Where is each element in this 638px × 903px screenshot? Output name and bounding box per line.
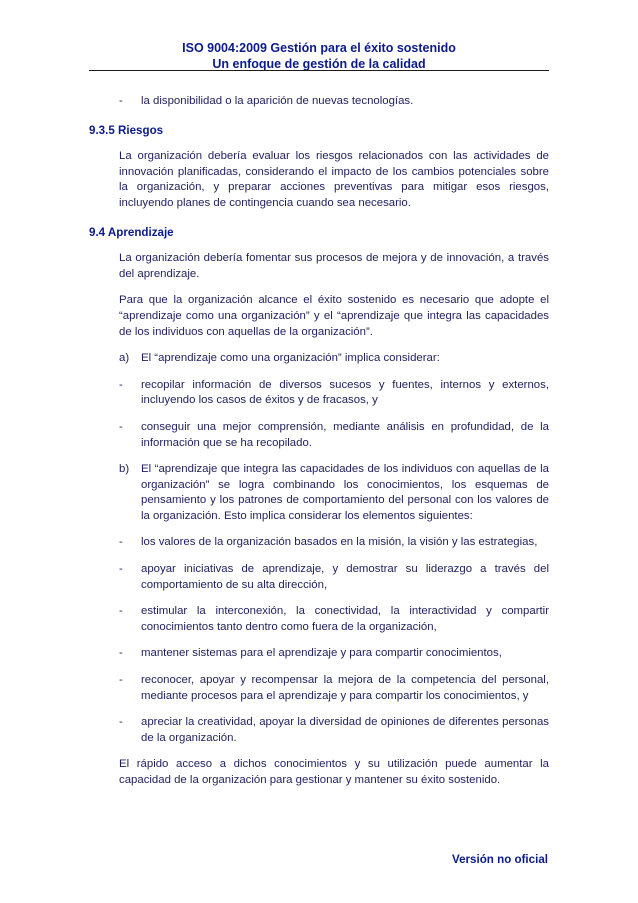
section-paragraph: La organización debería fomentar sus procesos de mejora y de innovación, a través del aprendizaje.: [119, 252, 549, 280]
list-item-text: los valores de la organización basados en la misión, la visión y las estrategias,: [141, 536, 538, 549]
section-paragraph: Para que la organización alcance el éxito sostenido es necesario que adopte el “aprendizaje como una organización” y el “aprendizaje que integra las capacidades de los individuos con aquellas de la organización”.: [119, 294, 549, 338]
list-item-a: [119, 351, 549, 367]
closing-paragraph: El rápido acceso a dichos conocimientos y su utilización puede aumentar la capacidad de la organización para gestionar y mantener su éxito sostenido.: [119, 758, 549, 786]
list-item-text: conseguir una mejor comprensión, mediante análisis en profundidad, de la información que se ha recopilado.: [141, 420, 549, 449]
list-marker: -: [119, 420, 123, 433]
list-marker: -: [119, 647, 123, 660]
list-item-text: reconocer, apoyar y recompensar la mejora de la competencia del personal, mediante procesos para el aprendizaje y para compartir los conocimientos, y: [141, 674, 549, 702]
list-marker: -: [119, 605, 123, 618]
section-heading-9-3-5: 9.3.5 Riesgos: [89, 123, 164, 137]
list-item-text: apreciar la creatividad, apoyar la diversidad de opiniones de diferentes personas de la organización.: [141, 716, 549, 744]
list-marker: -: [119, 674, 123, 687]
document-title: ISO 9004:2009 Gestión para el éxito sostenido: [182, 41, 456, 55]
list-marker: -: [119, 95, 123, 107]
list-item-b: [119, 462, 549, 524]
document-body: [89, 94, 549, 789]
list-item-text: recopilar información de diversos sucesos y fuentes, internos y externos, incluyendo los casos de éxitos y de fracasos, y: [141, 378, 549, 407]
list-item-text: El “aprendizaje como una organización” implica considerar:: [141, 352, 440, 365]
section-paragraph: La organización debería evaluar los riesgos relacionados con las actividades de innovación planificadas, considerando el impacto de los cambios potenciales sobre la organización, y preparar acciones preventivas para mitigar esos riesgos, incluyendo planes de contingencia cuando sea necesario.: [119, 150, 549, 209]
list-marker: a): [119, 352, 130, 365]
list-item-text: El “aprendizaje que integra las capacidades de los individuos con aquellas de la organización” se logra combinando los conocimientos, los esquemas de pensamiento y los patrones de comportamiento del personal con los valores de la organización. Esto implica considerar los elementos siguientes:: [141, 463, 549, 522]
page-header: [89, 40, 549, 72]
list-item: [119, 673, 549, 704]
list-item: [119, 646, 549, 662]
list-item: [119, 94, 549, 110]
list-marker: -: [119, 536, 123, 549]
list-marker: -: [119, 563, 123, 576]
list-item: [119, 715, 549, 746]
list-item-text: apoyar iniciativas de aprendizaje, y demostrar su liderazgo a través del comportamiento de su alta dirección,: [141, 563, 549, 591]
document-subtitle: Un enfoque de gestión de la calidad: [212, 57, 426, 71]
list-item: [119, 420, 549, 451]
list-marker: -: [119, 378, 123, 391]
list-marker: b): [119, 463, 130, 476]
version-label: Versión no oficial: [452, 853, 548, 866]
list-item-text: estimular la interconexión, la conectividad, la interactividad y compartir conocimientos tanto dentro como fuera de la organización,: [141, 605, 549, 633]
list-item: [119, 562, 549, 593]
list-item: [119, 604, 549, 635]
list-marker: -: [119, 716, 123, 729]
section-heading-9-4: 9.4 Aprendizaje: [89, 225, 174, 239]
list-item: [119, 378, 549, 409]
header-divider: [89, 70, 549, 71]
list-item-text: mantener sistemas para el aprendizaje y para compartir conocimientos,: [141, 647, 502, 660]
list-item: [119, 535, 549, 551]
list-item-text: la disponibilidad o la aparición de nuevas tecnologías.: [141, 95, 414, 107]
